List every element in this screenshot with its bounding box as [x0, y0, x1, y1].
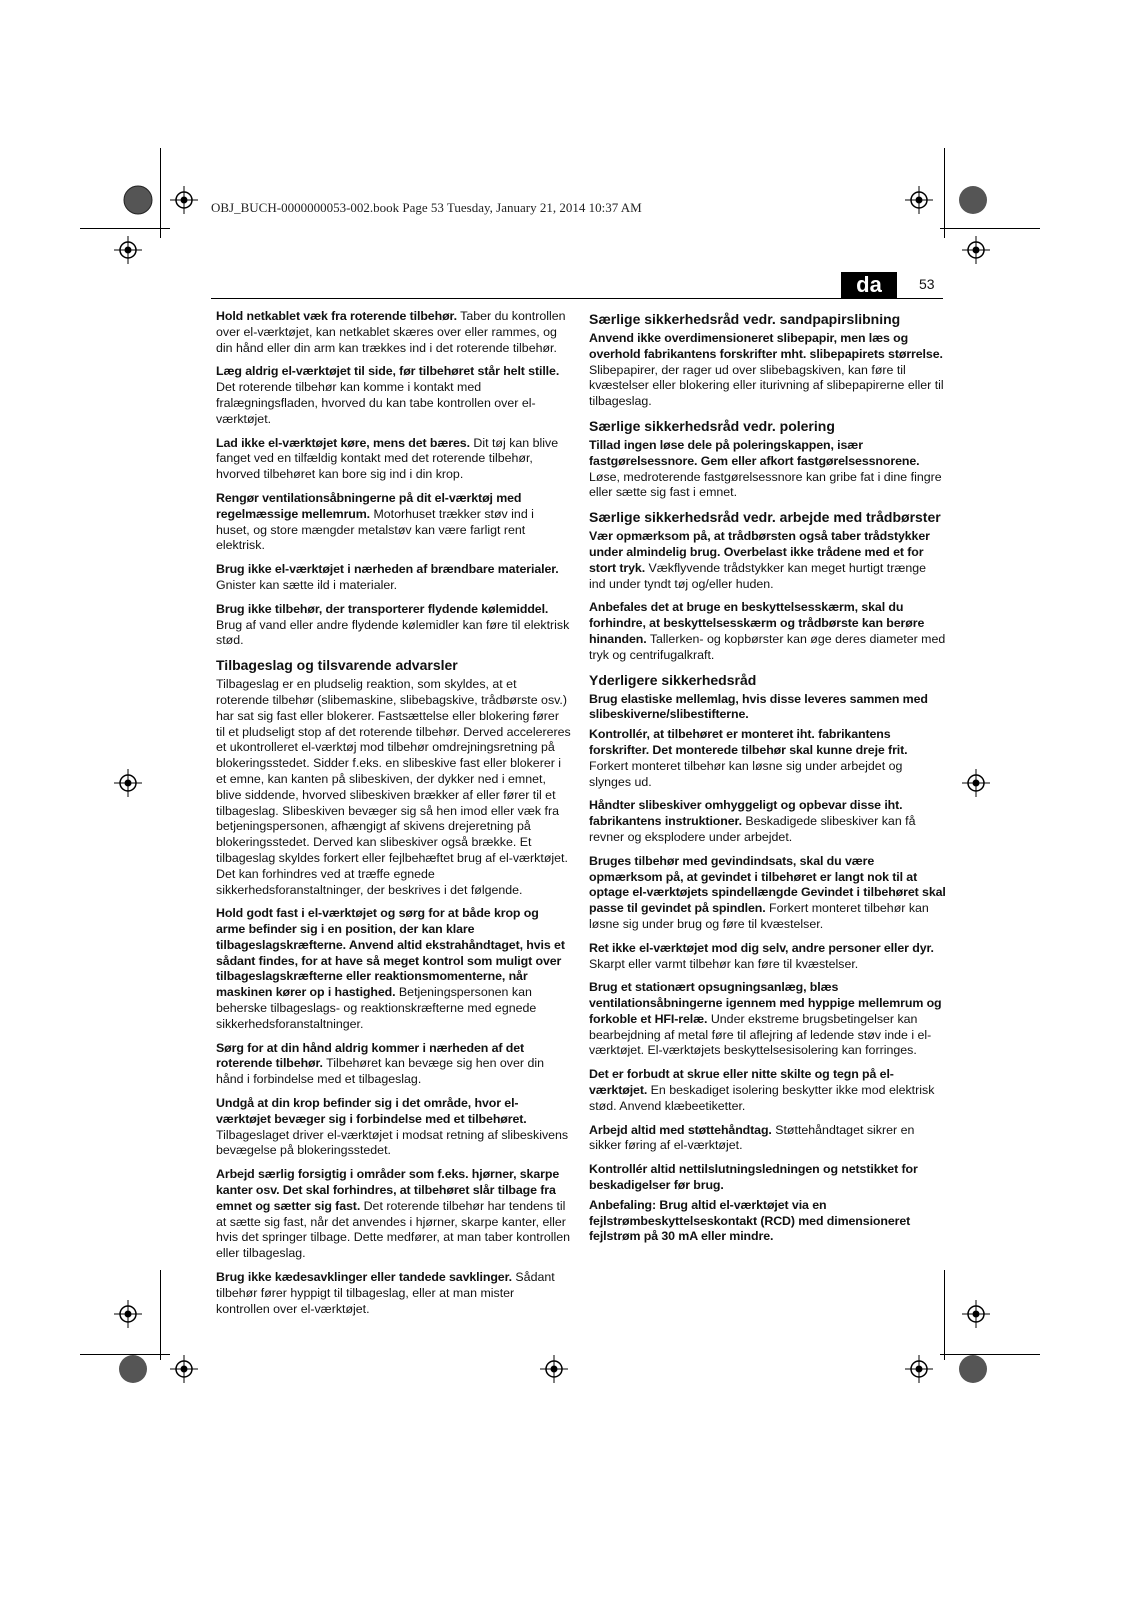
- crosshair-icon: [114, 1300, 142, 1328]
- safety-paragraph: [216, 1096, 571, 1159]
- safety-instruction: Arbejd altid med støttehåndtag.: [589, 1122, 772, 1137]
- right-column: [589, 309, 946, 1249]
- safety-paragraph: [216, 906, 571, 1032]
- book-file-info: OBJ_BUCH-0000000053-002.book Page 53 Tuesday, January 21, 2014 10:37 AM: [211, 200, 642, 215]
- safety-paragraph: [216, 602, 571, 649]
- crop-mark: [160, 1270, 161, 1360]
- safety-instruction: Kontrollér, at tilbehøret er monteret iht. fabrikantens forskrifter. Det monterede tilbehør skal kunne dreje frit.: [589, 727, 908, 757]
- safety-instruction: Brug ikke kædesavklinger eller tandede savklinger.: [216, 1270, 512, 1285]
- safety-paragraph: [589, 438, 946, 501]
- safety-explanation: Taber du kontrollen over el-værktøjet, kan netkablet skæres over eller rammes, og din hånd eller din arm kan trækkes ind i det roterende tilbehør.: [216, 309, 566, 355]
- crosshair-icon: [962, 1300, 990, 1328]
- safety-instruction: Ret ikke el-værktøjet mod dig selv, andre personer eller dyr.: [589, 940, 934, 955]
- safety-instruction: Vær opmærksom på, at trådbørsten også taber trådstykker under almindelig brug. Overbelast ikke trådene med et for stort tryk.: [589, 529, 930, 575]
- crosshair-icon: [170, 1355, 198, 1383]
- registration-dot-icon: [123, 185, 153, 215]
- safety-explanation: Det roterende tilbehør kan komme i kontakt med fralægningsfladen, hvorved du kan tabe kontrollen over el-værktøjet.: [216, 380, 536, 426]
- section-heading-kickback: Tilbageslag og tilsvarende advarsler: [216, 657, 458, 674]
- safety-paragraph: [216, 436, 571, 483]
- safety-paragraph: [589, 692, 946, 724]
- safety-paragraph: [589, 980, 946, 1059]
- section-heading: Yderligere sikkerhedsråd: [589, 671, 757, 688]
- safety-paragraph: [216, 562, 571, 594]
- safety-paragraph: [216, 1270, 571, 1317]
- safety-instruction: Sørg for at din hånd aldrig kommer i nærheden af det roterende tilbehør.: [216, 1040, 525, 1071]
- safety-paragraph: [589, 941, 946, 973]
- crop-mark: [940, 228, 1040, 229]
- crop-mark: [160, 148, 161, 238]
- safety-explanation: Motorhuset trækker støv ind i huset, og store mængder metalstøv kan være farligt rent elektrisk.: [216, 506, 534, 553]
- section-heading: Særlige sikkerhedsråd vedr. arbejde med trådbørster: [589, 509, 941, 526]
- safety-explanation: Beskadigede slibeskiver kan få revner og eksplodere under arbejdet.: [589, 814, 916, 844]
- safety-instruction: Brug elastiske mellemlag, hvis disse leveres sammen med slibeskiverne/slibestifterne.: [589, 691, 928, 722]
- safety-explanation: Slibepapirer, der rager ud over slibebagskiven, kan føre til kvæstelser eller blokering eller iturivning af slibepapirerne eller til tilbageslag.: [589, 362, 944, 409]
- crosshair-icon: [540, 1355, 568, 1383]
- crosshair-icon: [170, 186, 198, 214]
- left-paragraphs-b: [216, 906, 571, 1317]
- safety-paragraph: [589, 1198, 946, 1245]
- safety-instruction: Brug ikke tilbehør, der transporterer flydende kølemiddel.: [216, 601, 549, 616]
- registration-dot-icon: [958, 1354, 988, 1384]
- kickback-intro: Tilbageslag er en pludselig reaktion, som skyldes, at et roterende tilbehør (slibemaskine, slibebagskive, trådbørste osv.) har sat sig fast eller blokerer. Fastsættelse eller blokering fører til et pludseligt stop af det roterende tilbehør. Derved accelereres et ukontrolleret el-værktøj mod tilbehør omdrejningsretning på blokeringsstedet. Sidder f.eks. en slibeskive fast eller blokerer i et emne, kan kanten på slibeskiven, der dykker ned i emnet, blive siddende, hvorved slibeskiven brækker af eller fører til et tilbageslag. Slibeskiven bevæger sig så hen imod eller væk fra betjeningspersonen, afhængigt af skivens drejeretning på blokeringsstedet. Derved kan slibeskiver også brække. Et tilbageslag skyldes forkert eller fejlbehæftet brug af el-værktøjet. Det kan forhindres ved at træffe egnede sikkerhedsforanstaltninger, der beskrives i det følgende.: [216, 677, 571, 897]
- safety-instruction: Rengør ventilationsåbningerne på dit el-værktøj med regelmæssige mellemrum.: [216, 490, 522, 521]
- safety-explanation: Forkert monteret tilbehør kan løsne sig under arbejdet og slynges ud.: [589, 758, 903, 789]
- page-number: 53: [919, 276, 935, 292]
- left-column: [216, 309, 571, 1325]
- safety-paragraph: [589, 331, 946, 410]
- safety-paragraph: [589, 600, 946, 663]
- crosshair-icon: [905, 186, 933, 214]
- safety-explanation: Dit tøj kan blive fanget ved en tilfældig kontakt med det roterende tilbehør, hvorved tilbehøret kan bore sig ind i din krop.: [216, 435, 559, 482]
- safety-paragraph: [216, 1041, 571, 1088]
- header-rule: [211, 298, 943, 299]
- safety-instruction: Hold godt fast i el-værktøjet og sørg for at både krop og arme befinder sig i en position, der kan klare tilbageslagskræfterne. Anvend altid ekstrahåndtaget, hvis et sådant findes, for at have så meget kontrol som muligt over tilbageslagskræfterne eller reaktionsmomenterne, når maskinen kører op i hastighed.: [216, 906, 565, 1000]
- safety-explanation: Vækflyvende trådstykker kan meget hurtigt trænge ind under tyndt tøj og/eller huden.: [589, 560, 927, 591]
- safety-instruction: Lad ikke el-værktøjet køre, mens det bæres.: [216, 435, 470, 450]
- safety-instruction: Tillad ingen løse dele på poleringskappen, især fastgørelsessnore. Gem eller afkort fastgørelsessnorene.: [589, 437, 920, 468]
- safety-paragraph: [216, 491, 571, 554]
- crosshair-icon: [905, 1355, 933, 1383]
- crop-mark: [944, 1270, 945, 1360]
- safety-explanation: Under ekstreme brugsbetingelser kan bearbejdning af metal føre til aflejring af ledende støv inde i el-værktøjet. El-værktøjets beskyttelsesisolering kan forringes.: [589, 1011, 932, 1058]
- safety-paragraph: [589, 727, 946, 790]
- safety-instruction: Læg aldrig el-værktøjet til side, før tilbehøret står helt stille.: [216, 364, 560, 379]
- safety-paragraph: [589, 1123, 946, 1155]
- safety-paragraph: [216, 364, 571, 427]
- safety-explanation: En beskadiget isolering beskytter ikke mod elektrisk stød. Anvend klæbeetiketter.: [589, 1083, 935, 1113]
- crop-mark: [944, 148, 945, 238]
- left-paragraphs-a: [216, 309, 571, 649]
- crosshair-icon: [114, 769, 142, 797]
- safety-instruction: Undgå at din krop befinder sig i det område, hvor el-værktøjet bevæger sig i forbindelse med et tilbehøret.: [216, 1096, 527, 1126]
- safety-explanation: Forkert monteret tilbehør kan løsne sig under brug og føre til kvæstelser.: [589, 901, 929, 931]
- safety-instruction: Kontrollér altid nettilslutningsledningen og netstikket for beskadigelser før brug.: [589, 1162, 918, 1193]
- section-heading: Særlige sikkerhedsråd vedr. polering: [589, 417, 835, 434]
- safety-instruction: Hold netkablet væk fra roterende tilbehør.: [216, 309, 457, 323]
- registration-dot-icon: [118, 1354, 148, 1384]
- safety-explanation: Tilbageslaget driver el-værktøjet i modsat retning af slibeskivens bevægelse på blokeringsstedet.: [216, 1127, 569, 1158]
- safety-explanation: Gnister kan sætte ild i materialer.: [216, 577, 398, 592]
- safety-instruction: Håndter slibeskiver omhyggeligt og opbevar disse iht. fabrikantens instruktioner.: [589, 798, 903, 829]
- safety-instruction: Arbejd særlig forsigtig i områder som f.eks. hjørner, skarpe kanter osv. Det skal forhindres, at tilbehøret slår tilbage fra emnet og sætter sig fast.: [216, 1167, 560, 1213]
- crop-mark: [940, 1354, 1040, 1355]
- safety-instruction: Anvend ikke overdimensioneret slibepapir, men læs og overhold fabrikantens forskrifter mht. slibepapirets størrelse.: [589, 331, 943, 361]
- safety-explanation: Støttehåndtaget sikrer en sikker føring af el-værktøjet.: [589, 1122, 915, 1153]
- safety-instruction: Det er forbudt at skrue eller nitte skilte og tegn på el-værktøjet.: [589, 1067, 894, 1098]
- safety-explanation: Skarpt eller varmt tilbehør kan føre til kvæstelser.: [589, 956, 859, 971]
- safety-instruction: Bruges tilbehør med gevindindsats, skal du være opmærksom på, at gevindet i tilbehøret er langt nok til at optage el-værktøjets spindellængde Gevindet i tilbehøret skal passe til gevindet på spindlen.: [589, 853, 946, 916]
- registration-dot-icon: [958, 185, 988, 215]
- safety-explanation: Brug af vand eller andre flydende kølemidler kan føre til elektrisk stød.: [216, 617, 570, 648]
- safety-instruction: Anbefaling: Brug altid el-værktøjet via en fejlstrømbeskyttelseskontakt (RCD) med dimensioneret fejlstrøm på 30 mA eller mindre.: [589, 1197, 911, 1244]
- safety-instruction: Brug et stationært opsugningsanlæg, blæs ventilationsåbningerne igennem med hyppige mellemrum og forkoble et HFI-relæ.: [589, 980, 942, 1026]
- safety-paragraph: [589, 1162, 946, 1194]
- safety-explanation: Løse, medroterende fastgørelsessnore kan gribe fat i dine fingre eller sætte sig fast i emnet.: [589, 469, 942, 500]
- language-badge: da: [841, 272, 897, 298]
- safety-paragraph: [216, 309, 571, 356]
- safety-instruction: Brug ikke el-værktøjet i nærheden af brændbare materialer.: [216, 562, 559, 577]
- safety-paragraph: [216, 1167, 571, 1262]
- crosshair-icon: [114, 236, 142, 264]
- safety-explanation: Betjeningspersonen kan beherske tilbageslags- og reaktionskræfterne med egnede sikkerhedsforanstaltninger.: [216, 985, 537, 1031]
- safety-paragraph: [589, 1067, 946, 1114]
- safety-paragraph: [589, 529, 946, 592]
- safety-paragraph: [589, 798, 946, 845]
- crosshair-icon: [962, 236, 990, 264]
- section-heading: Særlige sikkerhedsråd vedr. sandpapirslibning: [589, 311, 901, 327]
- safety-explanation: Det roterende tilbehør har tendens til at sætte sig fast, når det anvendes i hjørner, skarpe kanter, eller hvis det springer tilbage. Dette medfører, at man taber kontrollen eller tilbageslag.: [216, 1198, 570, 1261]
- safety-explanation: Tallerken- og kopbørster kan øge deres diameter med tryk og centrifugalkraft.: [589, 631, 946, 662]
- safety-explanation: Sådant tilbehør fører hyppigt til tilbageslag, eller at man mister kontrollen over el-værktøjet.: [216, 1270, 555, 1316]
- crop-mark: [80, 228, 170, 229]
- safety-paragraph: [589, 854, 946, 933]
- safety-instruction: Anbefales det at bruge en beskyttelsesskærm, skal du forhindre, at beskyttelsesskærm og trådbørste kan berøre hinanden.: [589, 600, 925, 646]
- crosshair-icon: [962, 769, 990, 797]
- safety-explanation: Tilbehøret kan bevæge sig hen over din hånd i forbindelse med et tilbageslag.: [216, 1056, 544, 1087]
